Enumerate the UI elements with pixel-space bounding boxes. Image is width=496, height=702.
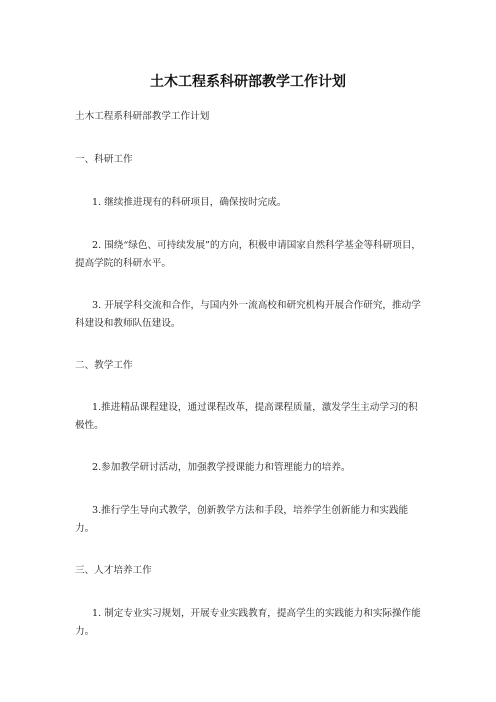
section-heading-talent: 三、人才培养工作 bbox=[75, 565, 152, 576]
research-item-2: 2. 围绕“绿色、可持续发展”的方向，积极申请国家自然科学基金等科研项目，提高学院的科研水平。 bbox=[75, 240, 422, 269]
teaching-item-1: 1.推进精品课程建设，通过课程改革，提高课程质量，激发学生主动学习的积极性。 bbox=[75, 402, 418, 431]
section-heading-research: 一、科研工作 bbox=[75, 154, 133, 165]
section-heading-teaching: 二、教学工作 bbox=[75, 360, 133, 371]
talent-item-1: 1. 制定专业实习规划，开展专业实践教育，提高学生的实践能力和实际操作能力。 bbox=[75, 608, 421, 637]
research-item-1: 1. 继续推进现有的科研项目，确保按时完成。 bbox=[92, 197, 287, 208]
teaching-item-2: 2.参加教学研讨活动，加强教学授课能力和管理能力的培养。 bbox=[92, 462, 351, 473]
document-subtitle: 土木工程系科研部教学工作计划 bbox=[75, 111, 210, 122]
research-item-3: 3. 开展学科交流和合作，与国内外一流高校和研究机构开展合作研究，推动学科建设和教师队伍建设。 bbox=[75, 300, 421, 329]
document-title: 土木工程系科研部教学工作计划 bbox=[150, 74, 346, 90]
teaching-item-3: 3.推行学生导向式教学，创新教学方法和手段，培养学生创新能力和实践能力。 bbox=[75, 505, 409, 534]
